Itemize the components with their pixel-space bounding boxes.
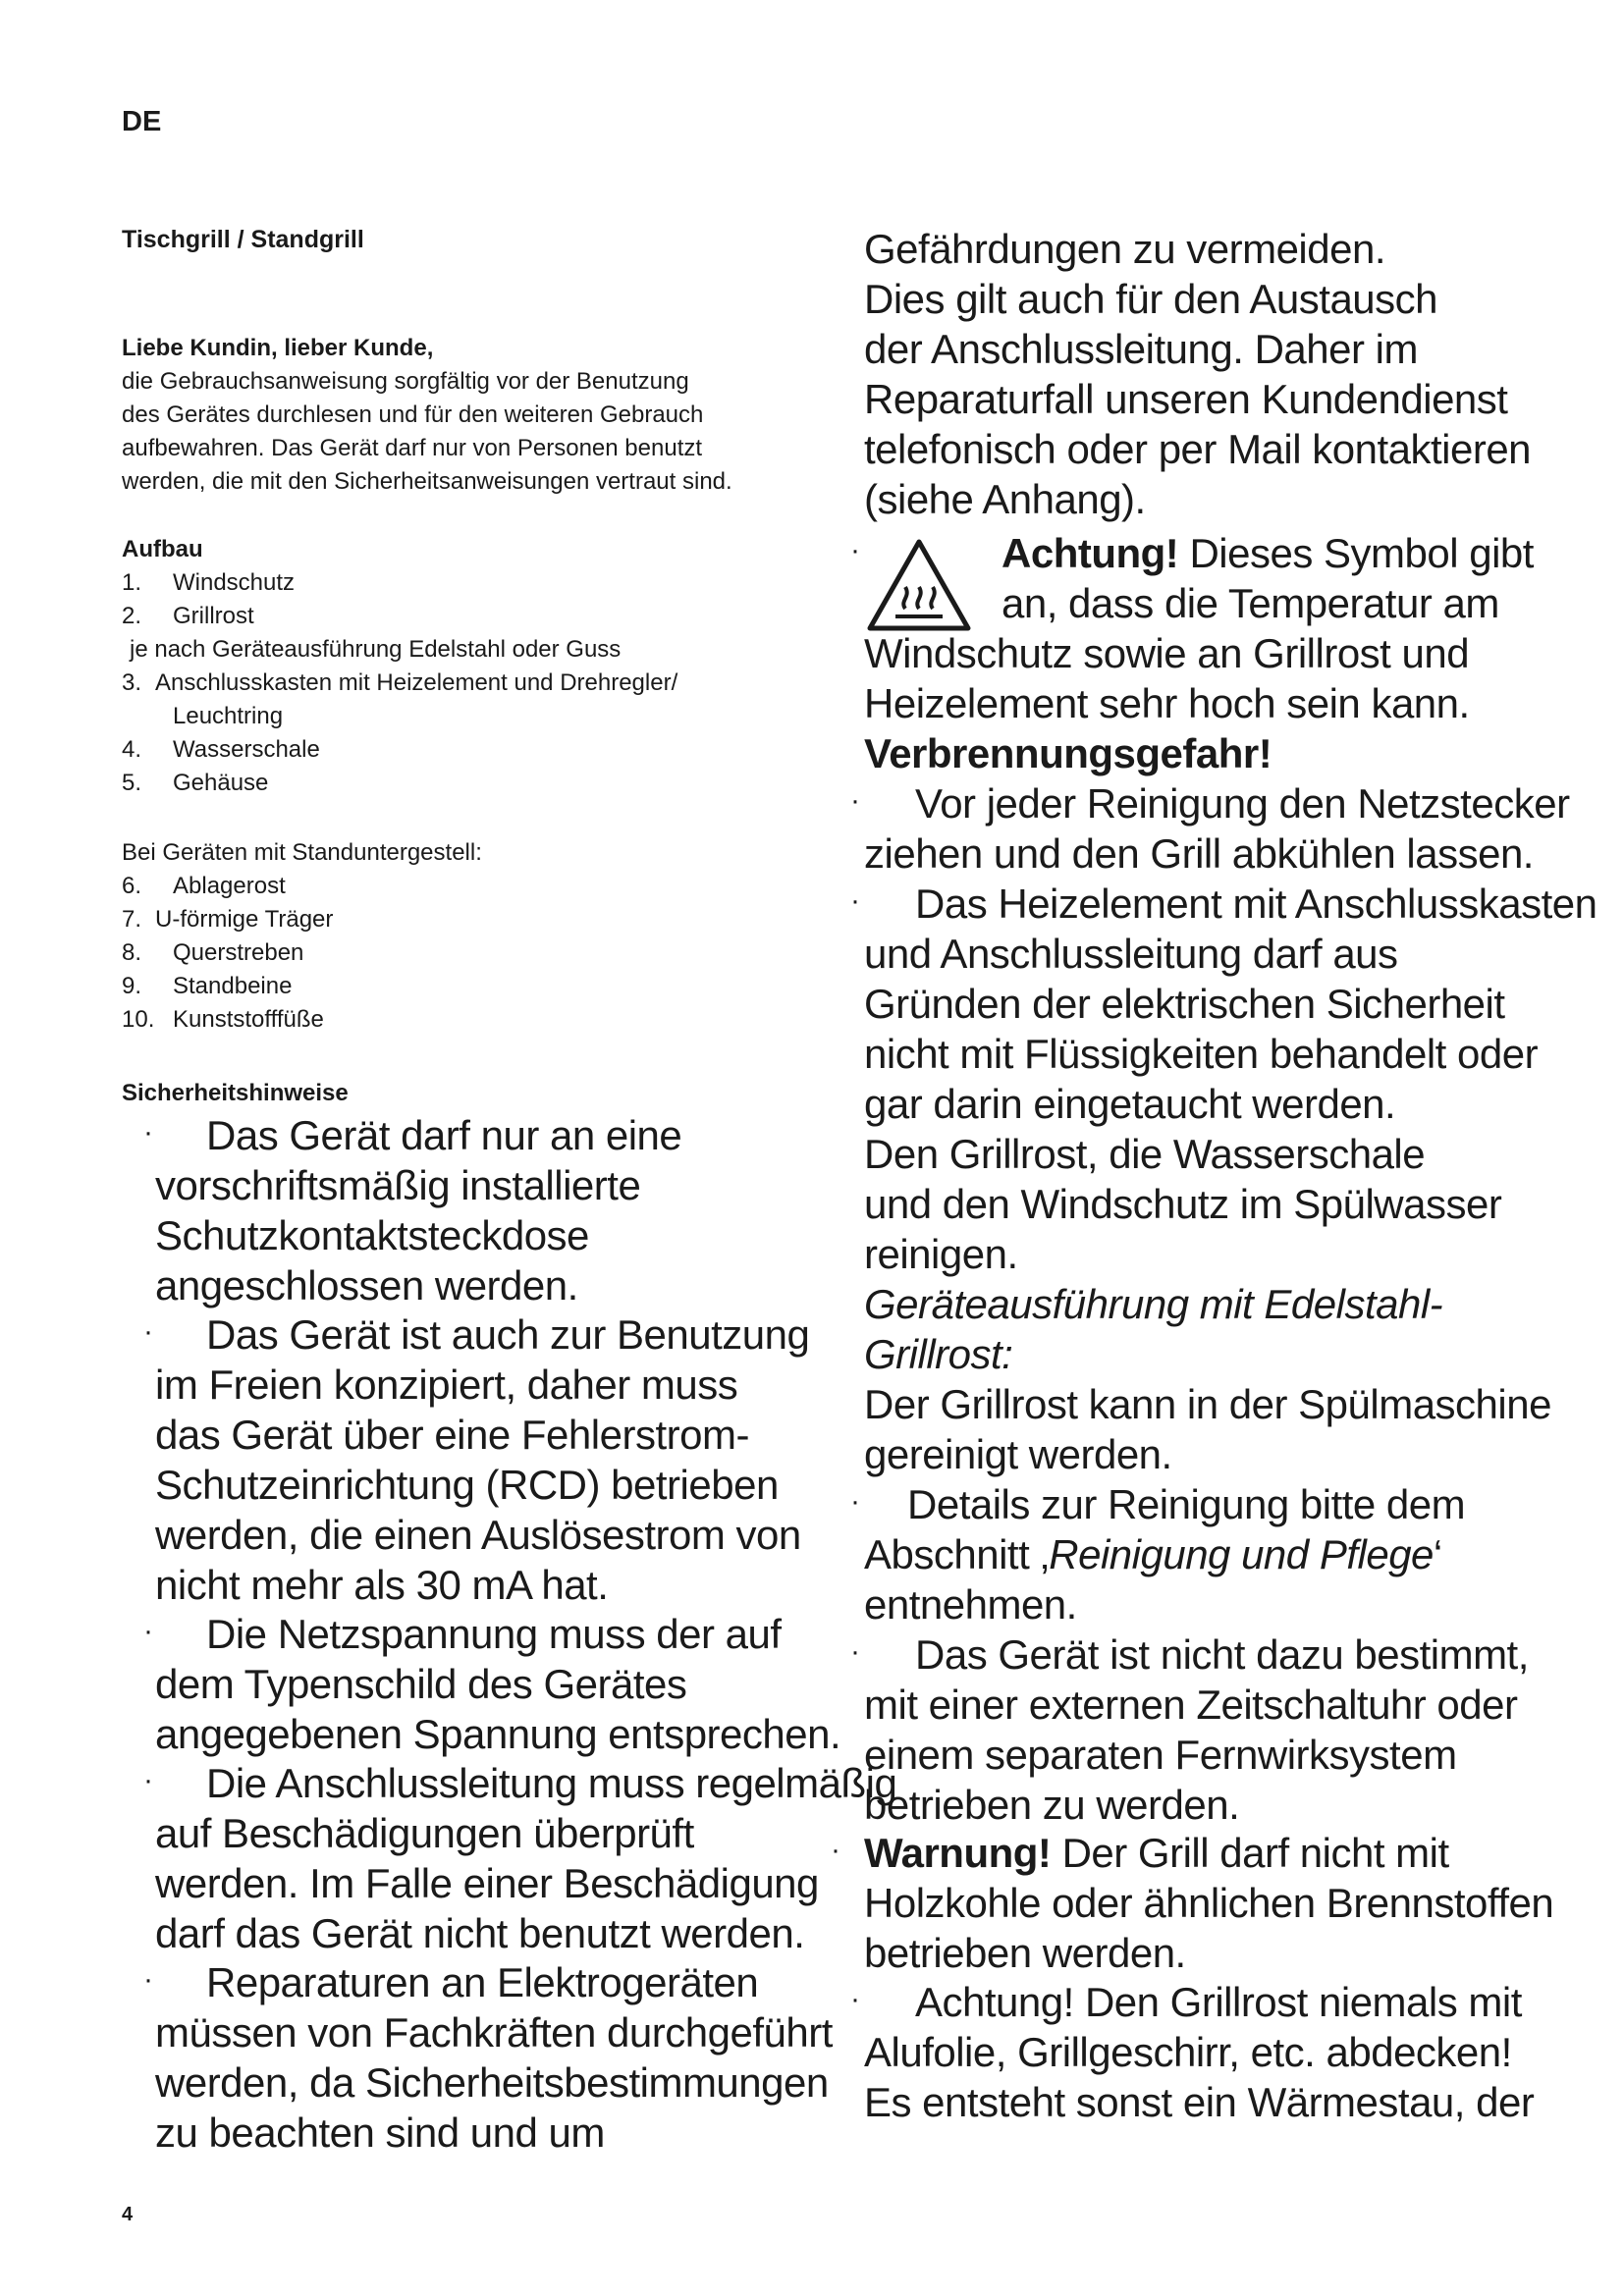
safety-item: Vor jeder Reinigung den Netzstecker (915, 780, 1570, 827)
intro-line: aufbewahren. Das Gerät darf nur von Personen benutzt (122, 435, 703, 461)
intro-line: werden, die mit den Sicherheitsanweisungen vertraut sind. (122, 468, 732, 495)
aufbau-item: 1. Windschutz (122, 569, 296, 596)
safety-item-cont: und Anschlussleitung darf aus Gründen der elektrischen Sicherheit nicht mit Flüssigkeiten behandelt oder gar darin eingetaucht werden. Den Grillrost, die Wasserschale und den Windschutz im Spülwasser reinigen. Geräteausführung mit Edelstahl- Grillrost: Der Grillrost kann in der Spülmaschine gereinigt werden. (864, 931, 1551, 1477)
bullet-dot: · (143, 1764, 153, 1796)
aufbau-item: 3. Anschlusskasten mit Heizelement und Drehregler/ (122, 669, 678, 696)
stand-heading: Bei Geräten mit Standuntergestell: (122, 839, 482, 866)
stand-section (122, 836, 809, 1037)
safety-item-cont: Alufolie, Grillgeschirr, etc. abdecken! Es entsteht sonst ein Wärmestau, der (864, 2029, 1535, 2125)
safety-heading: Sicherheitshinweise (122, 1080, 349, 1106)
safety-item-cont: vorschriftsmäßig installierte Schutzkontaktsteckdose angeschlossen werden. (155, 1162, 641, 1308)
intro-line: des Gerätes durchlesen und für den weiteren Gebrauch (122, 401, 704, 428)
safety-item: Die Anschlussleitung muss regelmäßig (206, 1760, 897, 1806)
intro-line: die Gebrauchsanweisung sorgfältig vor der Benutzung (122, 368, 689, 395)
page-title: Tischgrill / Standgrill (122, 226, 364, 253)
aufbau-item: 2. Grillrost (122, 603, 254, 629)
safety-item-cont: Gefährdungen zu vermeiden. Dies gilt auch für den Austausch der Anschlussleitung. Daher im Reparaturfall unseren Kundendienst telefonisch oder per Mail kontaktieren (siehe Anhang). (864, 226, 1532, 522)
safety-item-cont: auf Beschädigungen überprüft werden. Im Falle einer Beschädigung darf das Gerät nicht benutzt werden. (155, 1810, 819, 1956)
safety-item: Reparaturen an Elektrogeräten (206, 1959, 759, 2005)
aufbau-item-note: je nach Geräteausführung Edelstahl oder Guss (130, 636, 622, 663)
safety-item-cont: im Freien konzipiert, daher muss das Gerät über eine Fehlerstrom- Schutzeinrichtung (RCD) betrieben werden, die einen Auslösestrom von nicht mehr als 30 mA hat. (155, 1362, 801, 1608)
stand-item: 9. Standbeine (122, 973, 293, 999)
safety-item-cont: mit einer externen Zeitschaltuhr oder einem separaten Fernwirksystem betrieben zu werden. (864, 1682, 1518, 1828)
bullet-dot: · (850, 784, 860, 817)
bullet-dot: · (143, 1116, 153, 1148)
safety-item-cont: müssen von Fachkräften durchgeführt werden, da Sicherheitsbestimmungen zu beachten sind und um (155, 2009, 833, 2156)
stand-item: 10. Kunststofffüße (122, 1006, 324, 1033)
burn-warning: Verbrennungsgefahr! (864, 730, 1272, 776)
intro-block (122, 332, 809, 499)
safety-item: Details zur Reinigung bitte dem (907, 1481, 1466, 1527)
bullet-dot: · (850, 1485, 860, 1518)
aufbau-item-cont: Leuchtring (173, 703, 284, 729)
aufbau-item: 5. Gehäuse (122, 770, 269, 796)
safety-item: Das Gerät darf nur an eine (206, 1112, 682, 1158)
page-number: 4 (122, 2204, 134, 2225)
bullet-dot: · (850, 534, 860, 566)
safety-item: Das Heizelement mit Anschlusskasten (915, 881, 1597, 927)
warnung-item: Warnung! Der Grill darf nicht mit Holzkohle oder ähnlichen Brennstoffen betrieben werden. (864, 1830, 1554, 1976)
aufbau-heading: Aufbau (122, 536, 203, 562)
safety-item: Das Gerät ist nicht dazu bestimmt, (915, 1631, 1529, 1678)
bullet-dot: · (831, 1834, 840, 1866)
bullet-dot: · (850, 1983, 860, 2015)
bullet-dot: · (143, 1315, 153, 1348)
safety-item: Die Netzspannung muss der auf (206, 1611, 782, 1657)
bullet-dot: · (143, 1615, 153, 1647)
safety-item-cont: ziehen und den Grill abkühlen lassen. (864, 830, 1534, 877)
bullet-dot: · (850, 884, 860, 917)
bullet-dot: · (850, 1635, 860, 1668)
stand-item: 8. Querstreben (122, 939, 304, 966)
greeting: Liebe Kundin, lieber Kunde, (122, 335, 434, 361)
aufbau-item: 4. Wasserschale (122, 736, 320, 763)
bullet-dot: · (143, 1963, 153, 1996)
safety-item-cont: dem Typenschild des Gerätes angegebenen Spannung entsprechen. (155, 1661, 841, 1757)
safety-item-cont: Abschnitt ‚Reinigung und Pflege‘ entnehmen. (864, 1531, 1442, 1628)
language-label: DE (122, 106, 162, 137)
aufbau-section (122, 533, 809, 800)
achtung-cont: Windschutz sowie an Grillrost und Heizelement sehr hoch sein kann. Verbrennungsgefahr! (864, 630, 1470, 776)
stand-item: 6. Ablagerost (122, 873, 286, 899)
stand-item: 7. U-förmige Träger (122, 906, 334, 933)
safety-item: Achtung! Den Grillrost niemals mit (915, 1979, 1522, 2025)
achtung-line: Achtung! Dieses Symbol gibt an, dass die Temperatur am (1001, 530, 1534, 626)
hot-surface-warning-icon (866, 536, 972, 634)
safety-item: Das Gerät ist auch zur Benutzung (206, 1311, 810, 1358)
